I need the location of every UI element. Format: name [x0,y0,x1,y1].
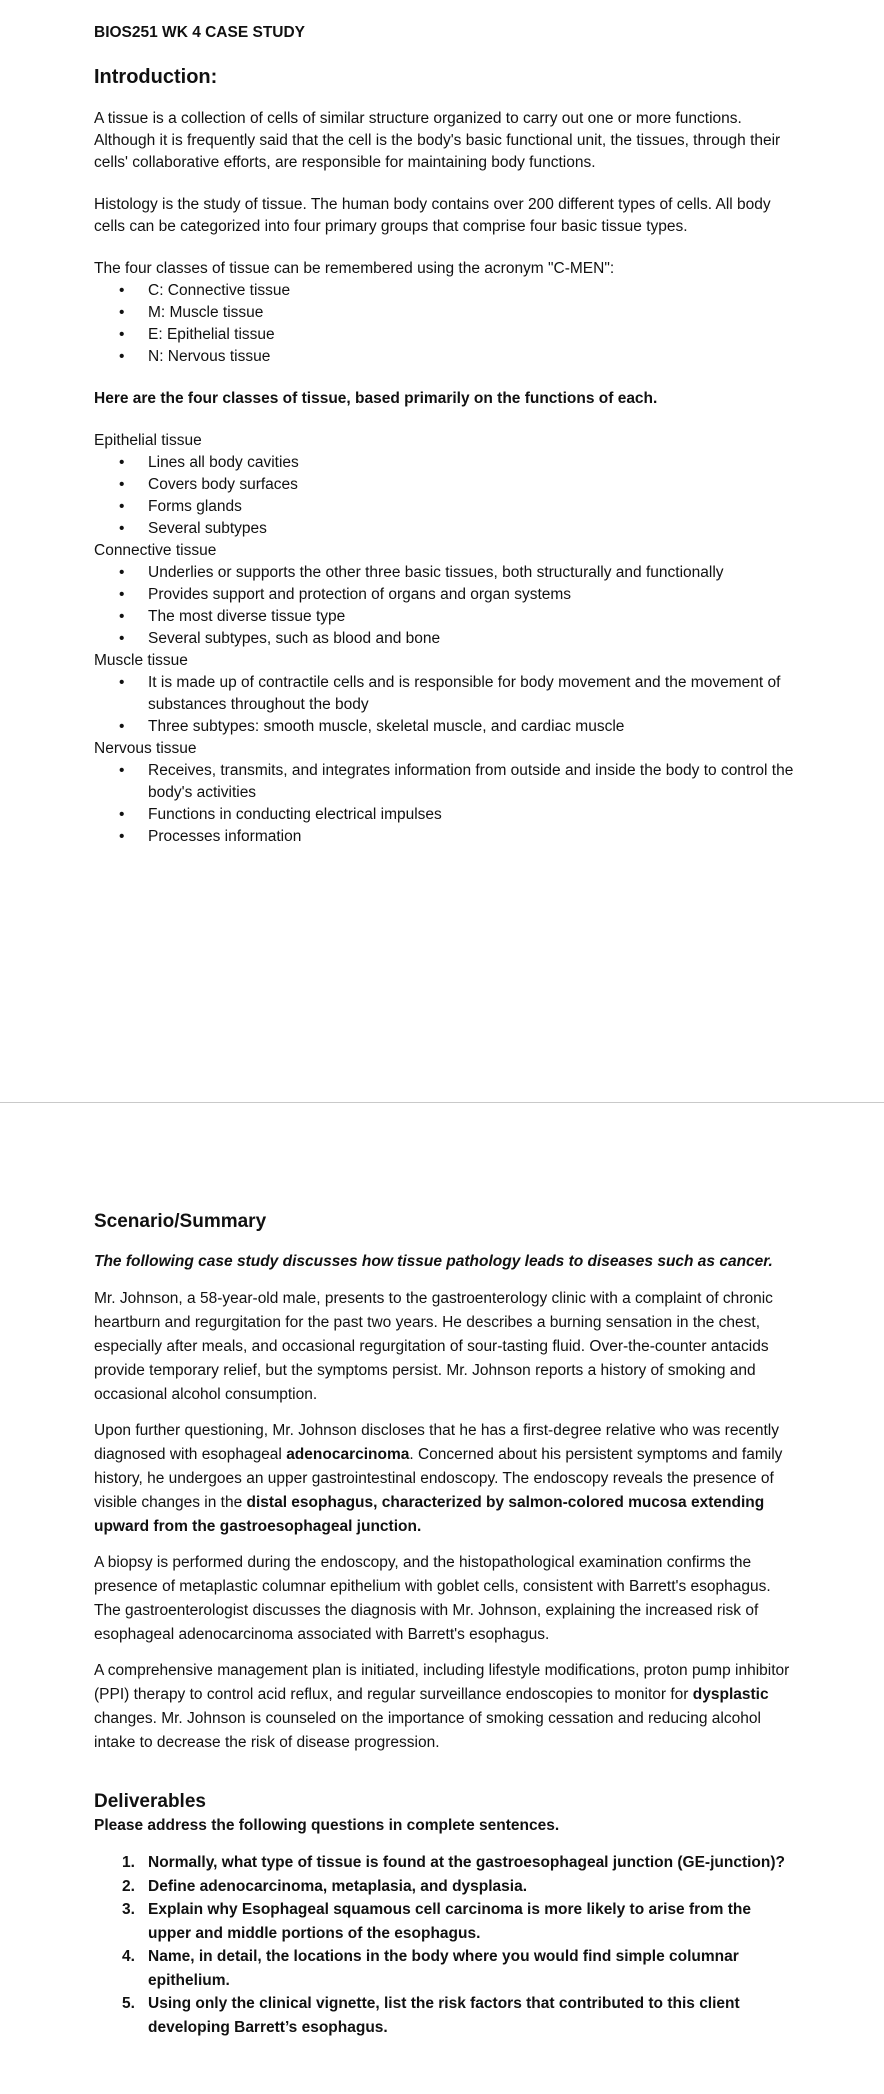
list-item: • Three subtypes: smooth muscle, skeletal muscle, and cardiac muscle [94,716,794,738]
page-2-content [94,1209,794,2039]
intro-paragraph-2: Histology is the study of tissue. The human body contains over 200 different types of cells. All body cells can be categorized into four primary groups that comprise four basic tissue types. [94,196,771,235]
question-item: 3. Explain why Esophageal squamous cell carcinoma is more likely to arise from the upper and middle portions of the esophagus. [94,1898,794,1945]
scenario-heading: Scenario/Summary [94,1211,267,1232]
dysplastic-term: dysplastic [692,1686,769,1703]
deliverables-heading: Deliverables [94,1791,206,1812]
distal-esophagus-finding: distal esophagus, characterized by salmon-colored mucosa extending upward from the gastroesophageal junction. [94,1494,765,1535]
page-2 [0,1103,884,2094]
bullet-icon: • [119,348,125,365]
bullet-icon: • [119,674,125,691]
tissue-classes-heading: Here are the four classes of tissue, based primarily on the functions of each. [94,390,658,407]
list-item: • N: Nervous tissue [94,346,794,368]
question-number: 5. [122,1995,135,2012]
list-item: • Functions in conducting electrical impulses [94,804,794,826]
list-item: • Several subtypes, such as blood and bone [94,628,794,650]
bullet-icon: • [119,630,125,647]
epithelial-tissue-list [94,452,794,540]
list-item: • Underlies or supports the other three basic tissues, both structurally and functionally [94,562,794,584]
question-number: 1. [122,1854,135,1871]
bullet-icon: • [119,564,125,581]
question-item: 1. Normally, what type of tissue is found at the gastroesophageal junction (GE-junction)? [94,1851,794,1875]
deliverables-question-list [94,1851,794,2039]
intro-paragraph-1: A tissue is a collection of cells of similar structure organized to carry out one or more functions. Although it is frequently said that the cell is the body's basic functional unit, the tissues, through their cells' collaborative efforts, are responsible for maintaining body functions. [94,110,781,171]
scenario-paragraph-1: Mr. Johnson, a 58-year-old male, presents to the gastroenterology clinic with a complaint of chronic heartburn and regurgitation for the past two years. He describes a burning sensation in the chest, especially after meals, and occasional regurgitation of sour-tasting fluid. Over-the-counter antacids provide temporary relief, but the symptoms persist. Mr. Johnson reports a history of smoking and occasional alcohol consumption. [94,1290,773,1403]
scenario-paragraph-3: A biopsy is performed during the endoscopy, and the histopathological examination confirms the presence of metaplastic columnar epithelium with goblet cells, consistent with Barrett's esophagus. The gastroenterologist discusses the diagnosis with Mr. Johnson, explaining the increased risk of esophageal adenocarcinoma associated with Barrett's esophagus. [94,1554,771,1643]
list-item: • Lines all body cavities [94,452,794,474]
bullet-icon: • [119,718,125,735]
acronym-intro: The four classes of tissue can be remembered using the acronym "C-MEN": [94,260,615,277]
list-item: • Provides support and protection of organs and organ systems [94,584,794,606]
bullet-icon: • [119,498,125,515]
question-number: 2. [122,1877,135,1895]
list-item: • The most diverse tissue type [94,606,794,628]
bullet-icon: • [119,520,125,537]
question-item: 5. Using only the clinical vignette, list the risk factors that contributed to this client developing Barrett’s esophagus. [94,1992,794,2039]
bullet-icon: • [119,828,125,845]
bullet-icon: • [119,282,125,299]
list-item: • Forms glands [94,496,794,518]
introduction-heading: Introduction: [94,66,218,88]
page-1-content [94,22,794,848]
list-item: • Receives, transmits, and integrates information from outside and inside the body to control the body's activities [119,762,794,801]
connective-tissue-list [94,562,794,650]
epithelial-tissue-title: Epithelial tissue [94,432,202,449]
list-item: • C: Connective tissue [94,280,794,302]
list-item: • Covers body surfaces [94,474,794,496]
bullet-icon: • [119,586,125,603]
bullet-icon: • [119,326,125,343]
muscle-tissue-title: Muscle tissue [94,652,188,669]
list-item: • Several subtypes [94,518,794,540]
acronym-list [94,280,794,368]
nervous-tissue-title: Nervous tissue [94,740,197,757]
document-title: BIOS251 WK 4 CASE STUDY [94,24,306,41]
scenario-paragraph-2: Upon further questioning, Mr. Johnson discloses that he has a first-degree relative who was recently diagnosed with esophageal adenocarcinoma. Concerned about his persistent symptoms and family history, he undergoes an upper gastrointestinal endoscopy. The endoscopy reveals the presence of visible changes in the distal esophagus, characterized by salmon-colored mucosa extending upward from the gastroesophageal junction. [94,1422,783,1535]
scenario-intro: The following case study discusses how tissue pathology leads to diseases such as cancer. [94,1253,773,1270]
question-item: 2. Define adenocarcinoma, metaplasia, and dysplasia. [94,1875,794,1899]
bullet-icon: • [119,762,125,779]
list-item: • M: Muscle tissue [94,302,794,324]
question-number: 4. [122,1948,135,1965]
bullet-icon: • [119,304,125,321]
bullet-icon: • [119,608,125,625]
list-item: • Processes information [94,826,794,848]
question-item: 4. Name, in detail, the locations in the body where you would find simple columnar epithelium. [94,1945,794,1992]
list-item: • E: Epithelial tissue [94,324,794,346]
muscle-tissue-list [94,672,794,738]
bullet-icon: • [119,806,125,823]
list-item: • It is made up of contractile cells and is responsible for body movement and the movement of substances throughout the body [119,674,781,713]
adenocarcinoma-term: adenocarcinoma [286,1446,410,1463]
deliverables-instructions: Please address the following questions in complete sentences. [94,1817,560,1834]
scenario-paragraph-4: A comprehensive management plan is initiated, including lifestyle modifications, proton pump inhibitor (PPI) therapy to control acid reflux, and regular surveillance endoscopies to monitor for dysplastic changes. Mr. Johnson is counseled on the importance of smoking cessation and reducing alcohol intake to decrease the risk of disease progression. [94,1662,790,1751]
bullet-icon: • [119,476,125,493]
question-number: 3. [122,1901,135,1918]
connective-tissue-title: Connective tissue [94,542,217,559]
bullet-icon: • [119,454,125,471]
nervous-tissue-list [94,760,794,848]
